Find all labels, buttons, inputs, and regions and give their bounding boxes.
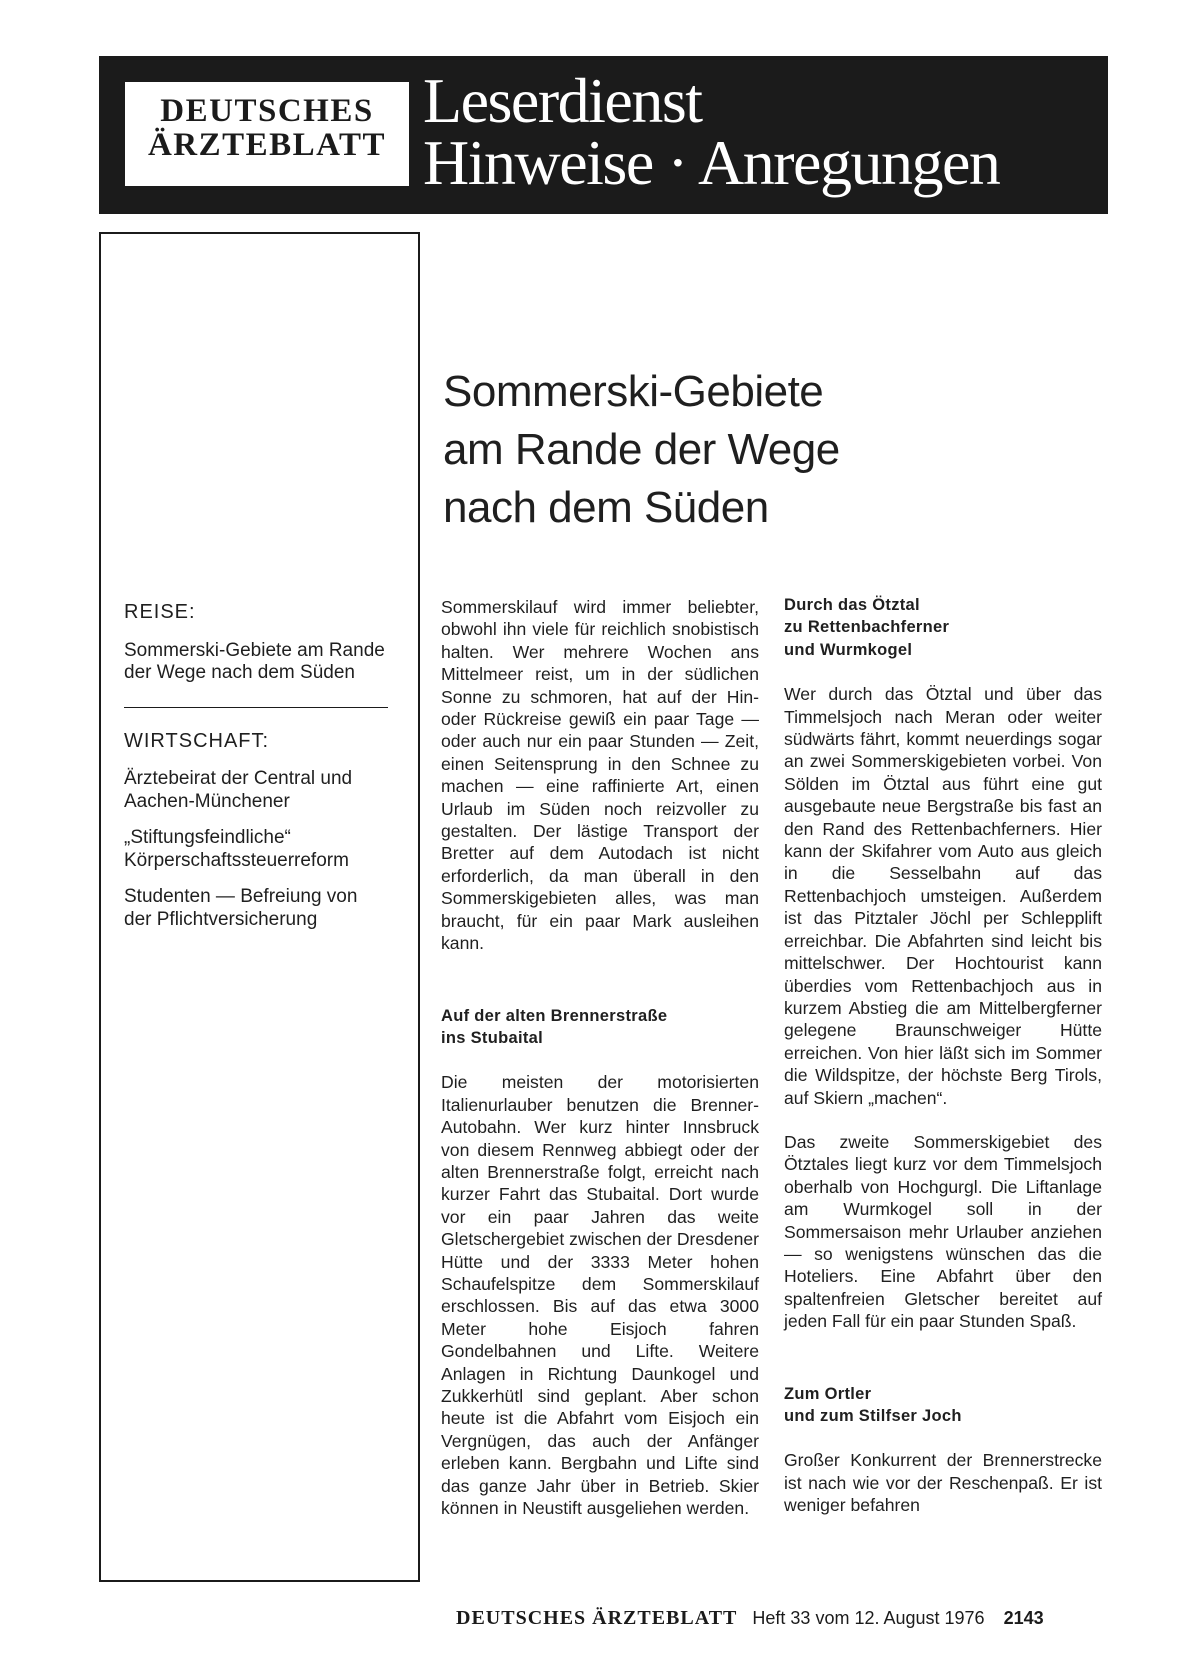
- headline-line-3: nach dem Süden: [443, 483, 769, 532]
- headline-line-2: am Rande der Wege: [443, 425, 840, 474]
- section-heading-oetztal: [784, 594, 1102, 661]
- article-intro: Sommerskilauf wird immer beliebter, obwohl ihn viele für reichlich snobistisch halten. Wer mehrere Wochen ans Mittelmeer reist, um in der südlichen Sonne zu schmoren, hat auf der Hin- oder Rückreise gewiß ein paar Tage — oder auch nur ein paar Stunden — Zeit, einen Seitensprung in den Schnee zu machen — eine raffinierte Art, einen Urlaub im Süden noch reizvoller zu gestalten. Der lästige Transport der Bretter auf dem Autodach ist nicht erforderlich, da man überall in den Sommerskigebieten alles, was man braucht, für ein paar Mark ausleihen kann.: [441, 597, 759, 954]
- page-number: 2143: [1003, 1608, 1044, 1628]
- section-title: [423, 65, 1000, 198]
- heading-line: Durch das Ötztal: [784, 596, 920, 614]
- paragraph-ortler: Großer Konkurrent der Brennerstrecke ist nach wie vor der Reschenpaß. Er ist weniger befahren: [784, 1450, 1102, 1516]
- toc-divider: [124, 707, 388, 708]
- masthead: [99, 56, 1108, 214]
- section-title-line-1: Leserdienst: [423, 65, 702, 136]
- logo-line-1: DEUTSCHES: [160, 93, 374, 129]
- logo-line-2: ÄRZTEBLATT: [147, 127, 387, 163]
- toc-item-aerztebeirat: Ärztebeirat der Central und Aachen-Münchener: [124, 768, 353, 812]
- paragraph-brenner: Die meisten der motorisierten Italienurlauber benutzen die Brenner-Autobahn. Wer kurz hinter Innsbruck von diesem Rennweg abbiegt oder der alten Brennerstraße folgt, erreicht nach kurzer Fahrt das Stubaital. Dort wurde vor ein paar Jahren das weite Gletschergebiet zwischen der Dresdener Hütte und der 3333 Meter hohen Schaufelspitze dem Sommerskilauf erschlossen. Bis auf das etwa 3000 Meter hohe Eisjoch fahren Gondelbahnen und Lifte. Weitere Anlagen in Richtung Daunkogel und Zukkerhütl sind geplant. Aber schon heute ist die Abfahrt vom Eisjoch ein Vergnügen, das auch der Anfänger erleben kann. Bergbahn und Lifte sind das ganze Jahr über in Betrieb. Skier können in Neustift ausgeliehen werden.: [441, 1072, 759, 1519]
- paragraph-oetztal-2: Das zweite Sommerskigebiet des Ötztales liegt kurz vor dem Timmelsjoch oberhalb von Hochgurgl. Die Liftanlage am Wurmkogel soll in der Sommersaison mehr Urlauber anziehen — so wenigstens wünschen das die Hoteliers. Eine Abfahrt über den spaltenfreien Gletscher bereitet auf jeden Fall für ein paar Stunden Spaß.: [784, 1131, 1102, 1332]
- paragraph-oetztal-1: Wer durch das Ötztal und über das Timmelsjoch nach Meran oder weiter südwärts fährt, kommt neuerdings sogar an zwei Sommerskigebieten vorbei. Von Sölden im Ötztal aus führt eine gut ausgebaute neue Bergstraße bis fast an den Rand des Rettenbachferners. Hier kann der Skifahrer vom Auto aus gleich in die Sesselbahn auf das Rettenbachjoch umsteigen. Außerdem ist das Pitztaler Jöchl per Schlepplift erreichbar. Die Abfahrten sind leicht bis mittelschwer. Der Hochtourist kann überdies vom Rettenbachjoch aus in kurzem Abstieg die am Mittelbergferner gelegene Braunschweiger Hütte erreichen. Von hier läßt sich im Sommer die Wildspitze, der höchste Berg Tirols, auf Skiern „machen“.: [784, 684, 1102, 1108]
- heading-line: zu Rettenbachferner: [784, 618, 950, 637]
- heading-line: Zum Ortler: [784, 1384, 872, 1403]
- footer-journal-name: DEUTSCHES ÄRZTEBLATT: [456, 1607, 738, 1629]
- heading-line: ins Stubaital: [441, 1028, 543, 1047]
- footer-issue: Heft 33 vom 12. August 1976: [752, 1608, 985, 1628]
- toc-item-steuerreform: „Stiftungsfeindliche“ Körperschaftssteuerreform: [124, 827, 349, 871]
- table-of-contents: [124, 601, 388, 945]
- heading-line: und zum Stilfser Joch: [784, 1407, 962, 1425]
- section-title-line-2: Hinweise · Anregungen: [423, 127, 1000, 198]
- heading-line: Auf der alten Brennerstraße: [441, 1006, 668, 1025]
- toc-item-sommerski: Sommerski-Gebiete am Rande der Wege nach dem Süden: [124, 639, 385, 683]
- section-heading-ortler: [784, 1383, 1102, 1428]
- page-footer: [456, 1607, 1104, 1630]
- journal-logo: [125, 82, 409, 186]
- toc-heading-wirtschaft: WIRTSCHAFT:: [124, 729, 270, 752]
- article-column-2: [784, 594, 1102, 1539]
- headline-line-1: Sommerski-Gebiete: [443, 367, 824, 416]
- heading-line: und Wurmkogel: [784, 640, 913, 659]
- section-heading-brenner: [441, 1005, 759, 1050]
- article-column-1: [441, 596, 759, 1541]
- toc-item-studenten: Studenten — Befreiung von der Pflichtversicherung: [124, 886, 358, 930]
- article-headline: [443, 363, 1083, 537]
- toc-heading-reise: REISE:: [124, 601, 196, 623]
